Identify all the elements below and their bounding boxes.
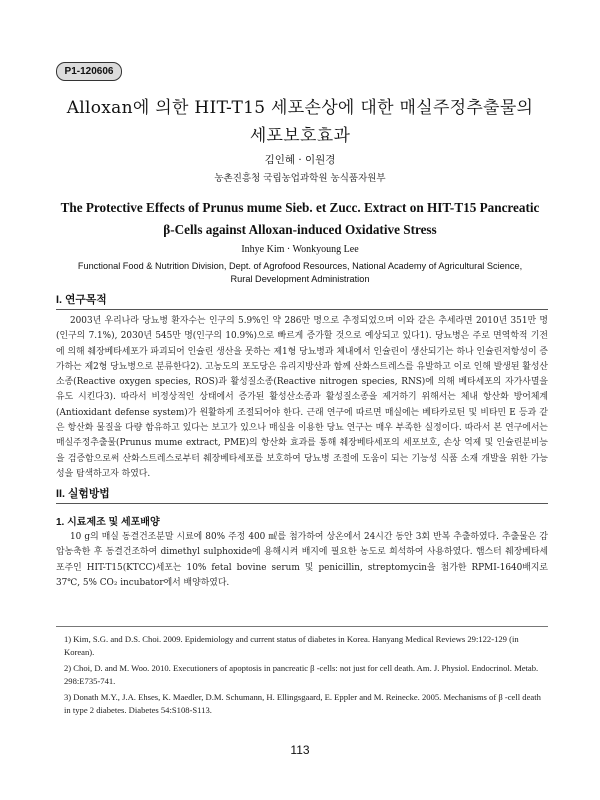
english-title: [40, 197, 560, 241]
english-authors: Inhye Kim · Wonkyoung Lee: [241, 244, 359, 255]
english-title-line: β-Cells against Alloxan-induced Oxidative Stress: [163, 222, 437, 237]
purpose-paragraph: 2003년 우리나라 당뇨병 환자수는 인구의 5.9%인 약 286만 명으로 추정되었으며 이와 같은 추세라면 2010년 351만 명(인구의 7.1%), 2030년 545만 명(인구의 10.9%)으로 빠르게 증가할 것으로 예상되고 있다1). 당뇨병은 주로 면역학적 기전에 의해 췌장베타세포가 파괴되어 인슐린 생산을 못하는 제1형 당뇨병과 체내에서 인슐린이 생산되기는 하나 인슐린저항성이 증가하는 제2형 당뇨병으로 분류한다2). 고농도의 포도당은 유리지방산과 함께 산화스트레스를 유발하고 이로 인해 발생된 활성산소종(Reactive oxygen species, ROS)과 활성질소종(Reactive nitrogen species, RNS)에 의해 베타세포의 자가사멸을 유도 시킨다3). 따라서 비정상적인 상태에서 증가된 활성산소종과 활성질소종을 제거하기 위해서는 체내 항산화 방어체계(Antioxidant defense system)가 원활하게 조절되어야 한다. 근래 연구에 따르면 매실에는 베타카로틴 및 비타민 E 등과 같은 항산화 물질을 다량 함유하고 있다는 보고가 있으나 매실을 이용한 당뇨 연구는 매우 부족한 실정이다. 따라서 본 연구에서는 매실주정추출물(Prunus mume extract, PME)의 항산화 효과를 통해 췌장베타세포의 세포보호, 손상 억제 및 인슐린분비능을 검증함으로써 산화스트레스로부터 췌장베타세포를 보호하여 당뇨병 조절에 도움이 되는 기능성 식품 소재 개발을 위한 가능성을 탐색하고자 하였다.: [56, 316, 548, 479]
page-number: 113: [290, 743, 310, 757]
section-heading-purpose: I. 연구목적: [56, 294, 107, 306]
footnote-divider: [56, 626, 548, 627]
footnote: 3) Donath M.Y., J.A. Ehses, K. Maedler, D.M. Schumann, H. Ellingsgaard, E. Eppler and M. Reinecke. 2005. Mechanisms of β -cell death in type 2 diabetes. Diabetes 54:S108-S113.: [64, 692, 541, 715]
english-title-line: The Protective Effects of Prunus mume Sieb. et Zucc. Extract on HIT-T15 Pancreatic: [60, 200, 540, 215]
section-divider: [56, 503, 548, 504]
section-heading-methods: II. 실험방법: [56, 488, 110, 500]
korean-authors: 김인혜 · 이원경: [264, 154, 336, 166]
methods-paragraph: 10 g의 매실 동결건조분말 시료에 80% 주정 400 ㎖를 첨가하여 상온에서 24시간 동안 3회 반복 추출하였다. 추출물은 감압농축한 후 동결건조하여 dimethyl sulphoxide에 용해시켜 배지에 필요한 농도로 희석하여 사용하였다. 햄스터 췌장베타세포주인 HIT-T15(KTCC)세포는 10% fetal bovine serum 및 penicillin, streptomycin을 첨가한 RPMI-1640배지로 37℃, 5% CO₂ incubator에서 배양하였다.: [56, 532, 548, 588]
section-divider: [56, 309, 548, 310]
session-badge: P1-120606: [56, 62, 122, 81]
korean-title: [40, 94, 560, 150]
footnote: 1) Kim, S.G. and D.S. Choi. 2009. Epidemiology and current status of diabetes in Korea. Hanyang Medical Reviews 29:122-129 (in Korean).: [64, 634, 519, 657]
subsection-heading: 1. 시료제조 및 세포배양: [56, 517, 160, 528]
korean-affiliation: 농촌진흥청 국립농업과학원 농식품자원부: [214, 173, 386, 184]
footnote: 2) Choi, D. and M. Woo. 2010. Executioners of apoptosis in pancreatic β -cells: not just for cell death. Am. J. Physiol. Endocrinol. Metab. 298:E735-741.: [64, 663, 539, 686]
korean-title-line: Alloxan에 의한 HIT-T15 세포손상에 대한 매실주정추출물의: [66, 98, 534, 118]
english-affiliation: [40, 260, 560, 286]
english-affiliation-line: Rural Development Administration: [230, 274, 370, 284]
english-affiliation-line: Functional Food & Nutrition Division, Dept. of Agrofood Resources, National Academy of Agricultural Science,: [77, 261, 523, 271]
korean-title-line: 세포보호효과: [249, 126, 351, 146]
